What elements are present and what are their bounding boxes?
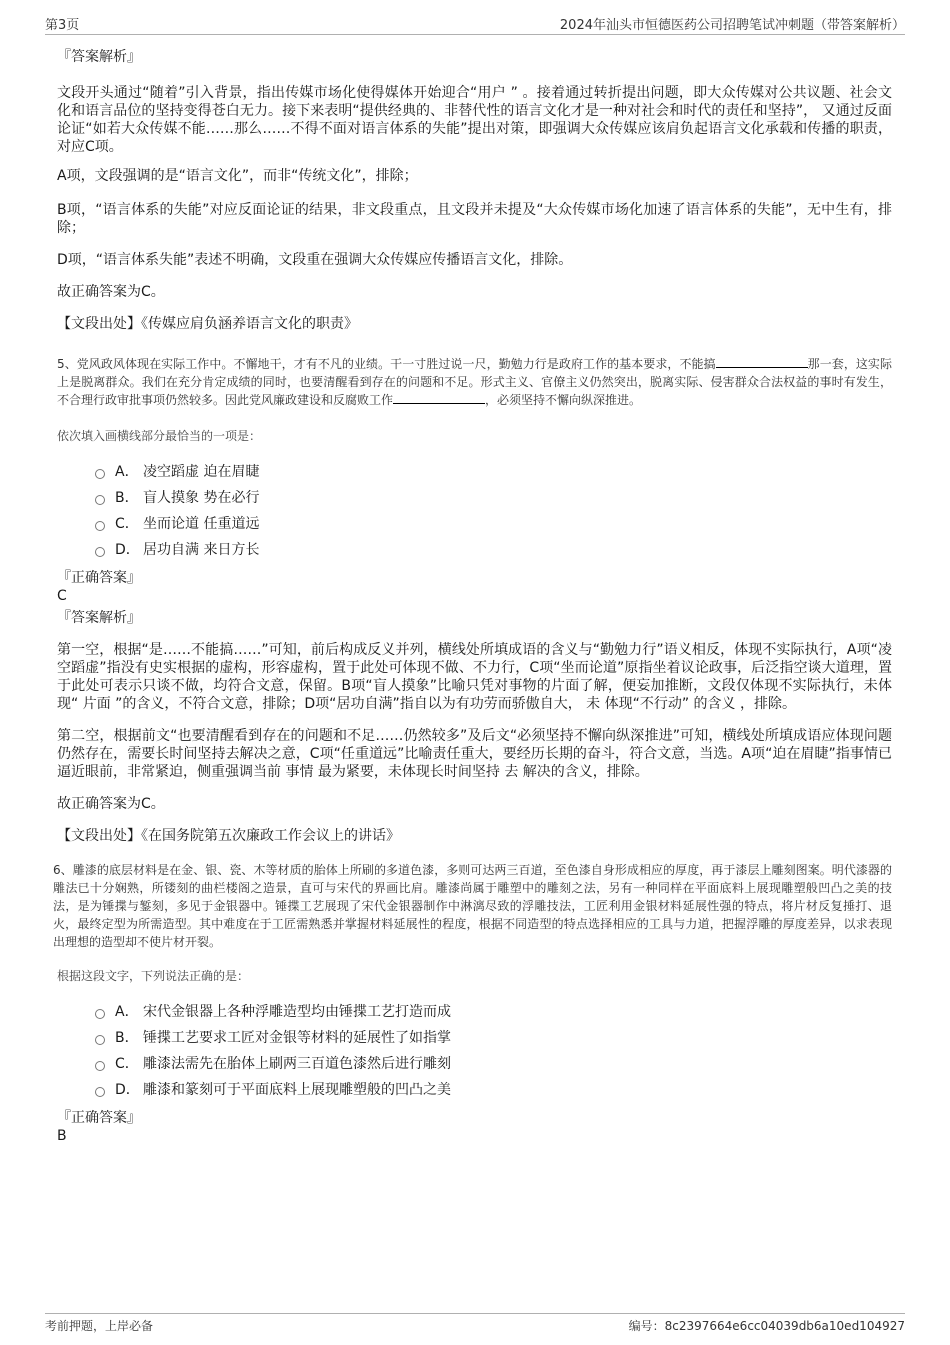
answer-title: 『正确答案』 xyxy=(57,1110,141,1126)
footer-slogan: 考前押题，上岸必备 xyxy=(45,1319,154,1333)
option-c[interactable]: C． 雕漆法需先在胎体上刷两三百道色漆然后进行雕刻 xyxy=(95,1051,892,1077)
question-text: 6、雕漆的底层材料是在金、银、瓷、木等材质的胎体上所刷的多道色漆，多则可达两三百道，至色漆自身形成相应的厚度，再于漆层上雕刻图案。明代漆器的雕法已十分娴熟，所镂刻的曲栏楼阁之造景，直可与宋代的界画比肩。雕漆尚属于雕塑中的雕刻之法，另有一种同样在平面底料上展现雕塑般凹凸之美的技法，是为锤揲与錾刻，多见于金银器中。锤揲工艺展现了宋代金银器制作中淋漓尽致的浮雕技法，工匠利用金银材料延展性强的特点，将片材反复捶打、退火，最终定型为所需造型。其中难度在于工匠需熟悉并掌握材料延展性的程度，根据不同造型的特点选择相应的工具与力道，把握浮雕的厚度差异，以求表现出理想的造型却不使片材开裂。 xyxy=(53,863,892,949)
source-citation: 【文段出处】《在国务院第五次廉政工作会议上的讲话》 xyxy=(57,828,400,844)
option-c[interactable]: C． 坐而论道 任重道远 xyxy=(95,511,892,537)
page-footer xyxy=(45,1313,905,1334)
source-citation: 【文段出处】《传媒应肩负涵养语言文化的职责》 xyxy=(57,316,358,332)
option-b[interactable]: B． 盲人摸象 势在必行 xyxy=(95,485,892,511)
question-text-part: 5、党风政风体现在实际工作中。不懈地干，才有不凡的业绩。干一寸胜过说一尺，勤勉力行是政府工作的基本要求，不能搞 xyxy=(57,357,716,371)
analysis-paragraph: 第二空，根据前文“也要清醒看到存在的问题和不足……仍然较多”及后文“必须坚持不懈向纵深推进”可知，横线处所填成语应体现问题仍然存在，需要长时间坚持去解决之意，C项“任重道远”比喻责任重大，要经历长期的奋斗，符合文意，当选。A项“迫在眉睫”指事情已逼近眼前，非常紧迫，侧重强调当前 事情 最为紧要，未体现长时间坚持 去 解决的含义，排除。 xyxy=(57,728,892,780)
option-d[interactable]: D． 居功自满 来日方长 xyxy=(95,537,892,563)
page-content xyxy=(53,44,892,1145)
option-a[interactable]: A． 宋代金银器上各种浮雕造型均由锤揲工艺打造而成 xyxy=(95,999,892,1025)
question-text xyxy=(57,355,892,409)
option-list xyxy=(95,999,892,1103)
option-list xyxy=(95,459,892,563)
page-number: 第3页 xyxy=(45,18,80,33)
analysis-paragraph: 文段开头通过“随着”引入背景，指出传媒市场化使得媒体开始迎合“用户 ” 。接着通过转折提出问题，即大众传媒对公共议题、社会文化和语言品位的坚持变得苍白无力。接下来表明“提供经典的、非替代性的语言文化才是一种对社会和时代的责任和坚持”， 又通过反面论证“如若大众传媒不能……那么……不得不面对语言体系的失能”提出对策，即强调大众传媒应该肩负起语言文化承载和传播的职责，对应C项。 xyxy=(57,85,892,155)
document-title: 2024年汕头市恒德医药公司招聘笔试冲刺题（带答案解析） xyxy=(559,18,905,33)
option-b[interactable]: B． 锤揲工艺要求工匠对金银等材料的延展性了如指掌 xyxy=(95,1025,892,1051)
analysis-title: 『答案解析』 xyxy=(57,49,141,65)
question-text-part: ，必须坚持不懈向纵深推进。 xyxy=(485,393,642,407)
analysis-conclusion: 故正确答案为C。 xyxy=(57,284,165,300)
correct-answer: C xyxy=(57,588,67,604)
analysis-title: 『答案解析』 xyxy=(57,610,141,626)
radio-icon[interactable] xyxy=(95,1009,105,1019)
radio-icon[interactable] xyxy=(95,469,105,479)
analysis-conclusion: 故正确答案为C。 xyxy=(57,796,165,812)
radio-icon[interactable] xyxy=(95,547,105,557)
radio-icon[interactable] xyxy=(95,521,105,531)
analysis-paragraph: A项，文段强调的是“语言文化”，而非“传统文化”，排除； xyxy=(57,168,418,184)
radio-icon[interactable] xyxy=(95,1035,105,1045)
document-id: 编号：8c2397664e6cc04039db6a10ed104927 xyxy=(628,1319,905,1333)
option-a[interactable]: A． 凌空蹈虚 迫在眉睫 xyxy=(95,459,892,485)
radio-icon[interactable] xyxy=(95,1061,105,1071)
analysis-paragraph: 第一空，根据“是……不能搞……”可知，前后构成反义并列，横线处所填成语的含义与“勤勉力行”语义相反，体现不实际执行，A项“凌空蹈虚”指没有史实根据的虚构，形容虚构，置于此处可体现不做、不力行，C项“坐而论道”原指坐着议论政事，后泛指空谈大道理，置于此处可表示只谈不做，均符合文意，保留。B项“盲人摸象”比喻只凭对事物的片面了解，便妄加推断，文段仅体现不实际执行，未体现“ 片面 ”的含义，不符合文意，排除；D项“居功自满”指自以为有功劳而骄傲自大， 未 体现“不行动” 的含义 ，排除。 xyxy=(57,642,892,712)
question-prompt: 根据这段文字，下列说法正确的是： xyxy=(57,969,250,983)
option-d[interactable]: D． 雕漆和篆刻可于平面底料上展现雕塑般的凹凸之美 xyxy=(95,1077,892,1103)
analysis-paragraph: B项，“语言体系的失能”对应反面论证的结果，非文段重点，且文段并未提及“大众传媒市场化加速了语言体系的失能”，无中生有，排除； xyxy=(57,202,892,236)
question-prompt: 依次填入画横线部分最恰当的一项是： xyxy=(57,429,262,443)
radio-icon[interactable] xyxy=(95,495,105,505)
correct-answer: B xyxy=(57,1128,67,1144)
page-header xyxy=(45,12,905,35)
fill-blank xyxy=(393,391,485,404)
answer-title: 『正确答案』 xyxy=(57,570,141,586)
question-text-part: 那一套，这实际上是脱离群众。我们在充分肯定成绩的同时，也要清醒看到存在的问题和不足。形式主义、官僚主义仍然突出，脱离实际、侵害群众合法权益的事时有发生，不合理行政审批事项仍然较多。因此党风廉政建设和反腐败工作 xyxy=(57,357,892,407)
fill-blank xyxy=(716,355,808,368)
radio-icon[interactable] xyxy=(95,1087,105,1097)
analysis-paragraph: D项，“语言体系失能”表述不明确，文段重在强调大众传媒应传播语言文化，排除。 xyxy=(57,252,573,268)
